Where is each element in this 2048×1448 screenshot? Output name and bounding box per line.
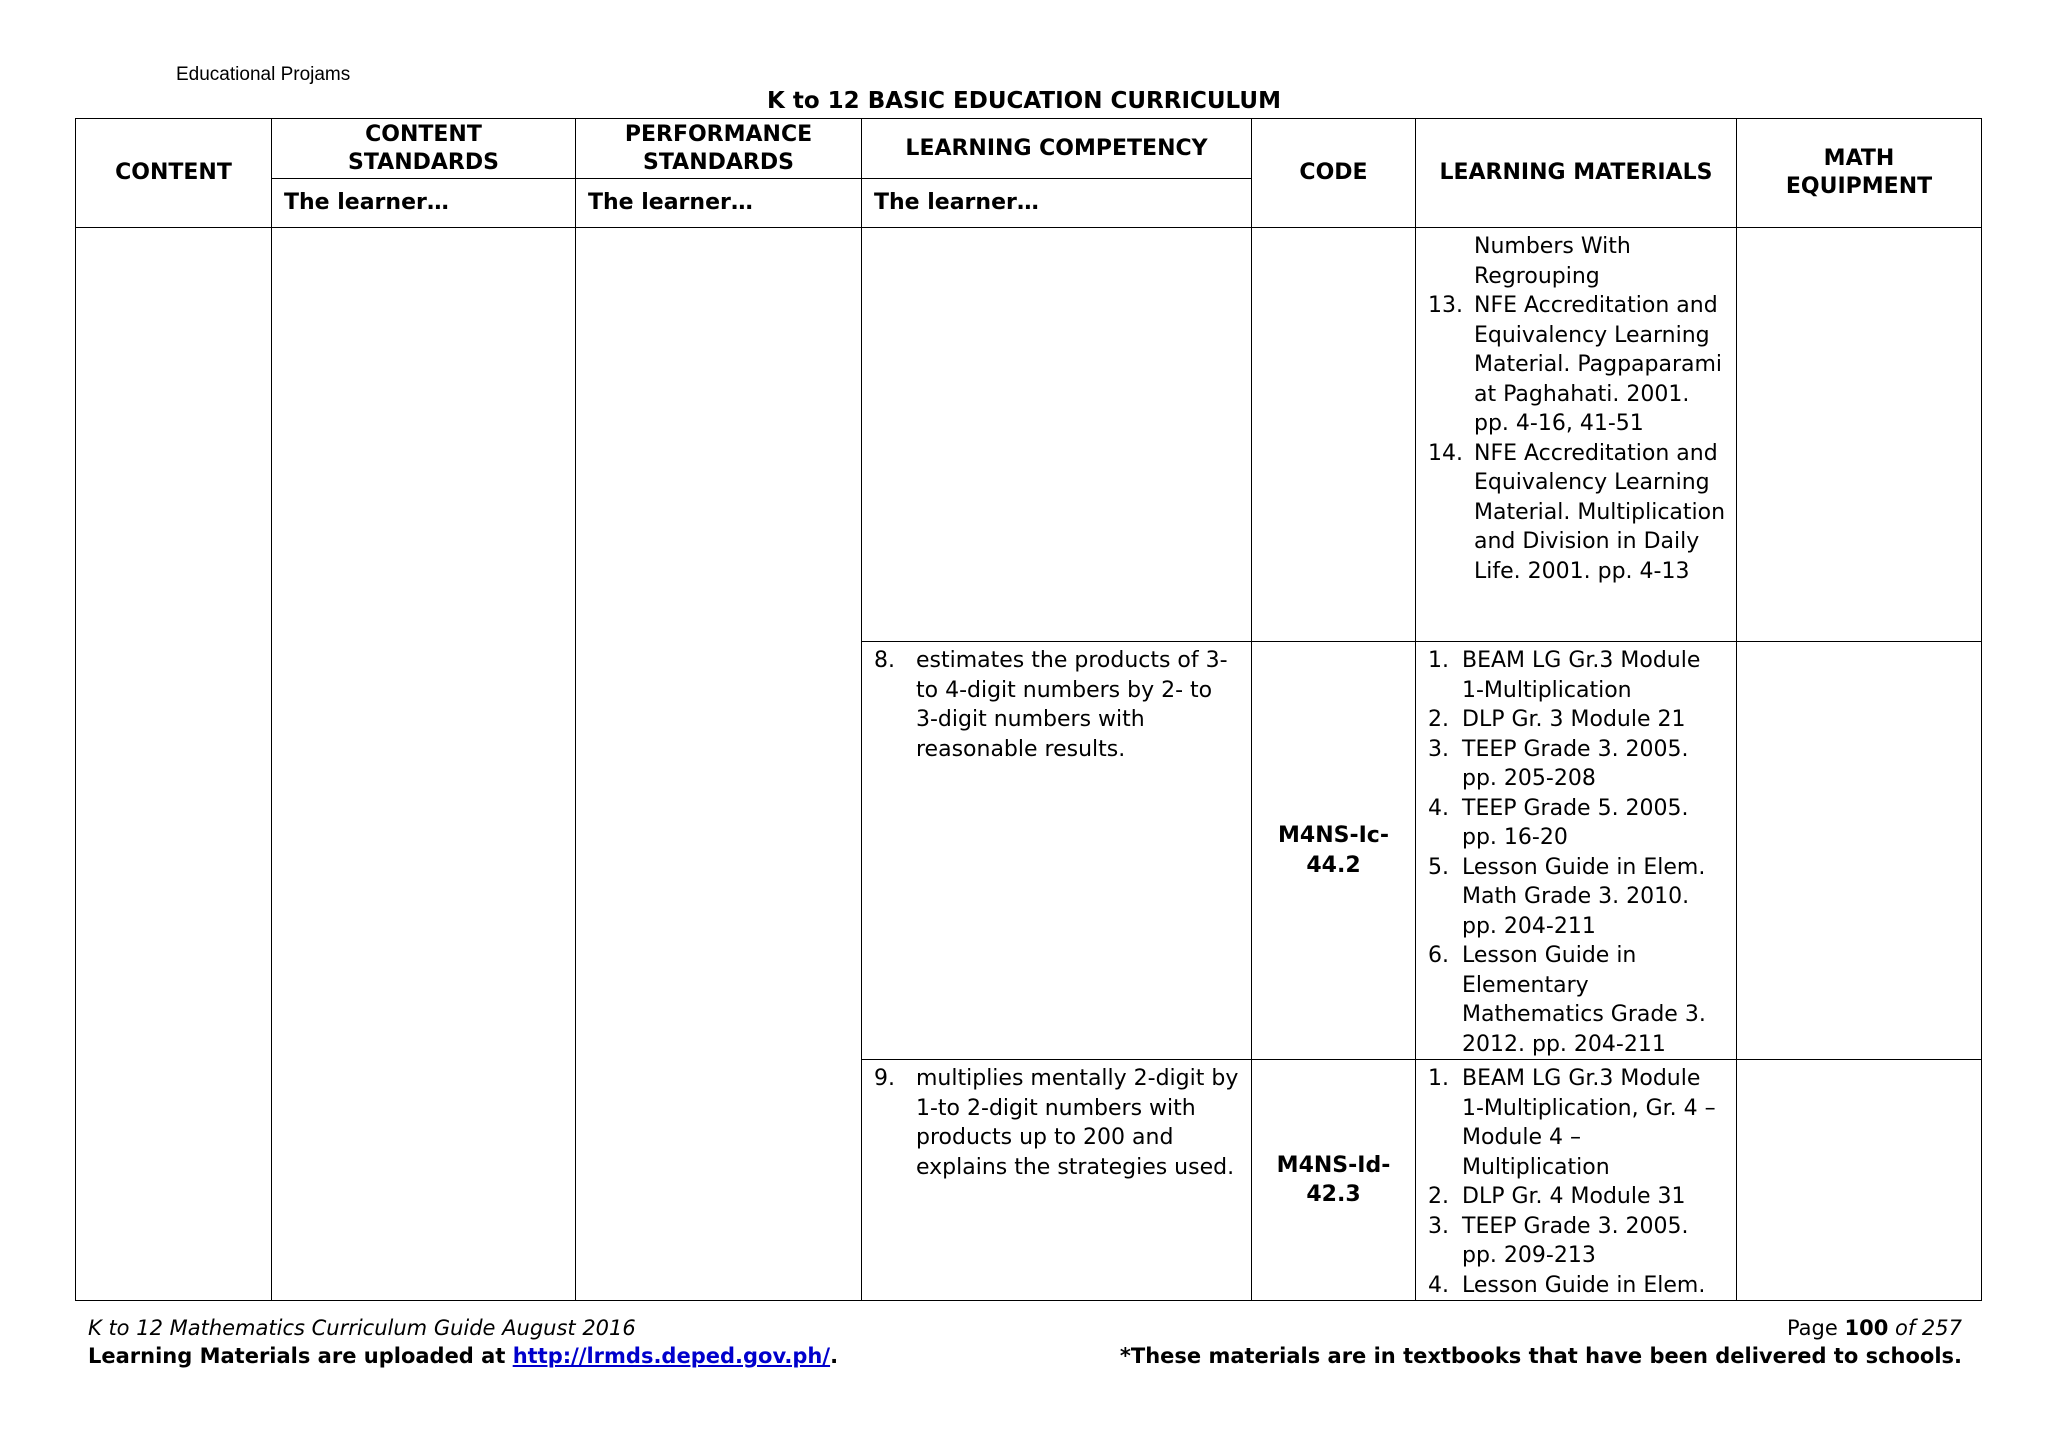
list-item: 2. DLP Gr. 4 Module 31 bbox=[1428, 1184, 1686, 1209]
competency-cell bbox=[862, 642, 1252, 1060]
list-item: 3. TEEP Grade 3. 2005. pp. 205-208 bbox=[1428, 736, 1689, 791]
content-standards-cell bbox=[272, 228, 576, 1301]
materials-cell bbox=[1416, 1060, 1737, 1301]
list-item: 1. BEAM LG Gr.3 Module 1-Multiplication bbox=[1428, 648, 1701, 703]
table-row bbox=[76, 228, 1982, 642]
equipment-cell bbox=[1737, 642, 1982, 1060]
list-item: 6. Lesson Guide in Elementary Mathematics Grade 3. 2012. pp. 204-211 bbox=[1428, 943, 1706, 1057]
list-item: 8. estimates the products of 3- to 4-digit numbers by 2- to 3-digit numbers with reasonable results. bbox=[874, 648, 1228, 762]
page-number: Page 100 of 257 bbox=[1786, 1316, 1962, 1340]
list-item: 5. Lesson Guide in Elem. Math Grade 3. 2010. pp. 204-211 bbox=[1428, 854, 1706, 939]
list-item: 3. TEEP Grade 3. 2005. pp. 209-213 bbox=[1428, 1213, 1689, 1268]
header-code: CODE bbox=[1252, 119, 1416, 228]
list-item: 13. NFE Accreditation and Equivalency Learning Material. Pagpaparami at Paghahati. 2001. pp. 4-16, 41-51 bbox=[1428, 293, 1723, 436]
learner-label: The learner… bbox=[576, 179, 862, 228]
delivery-note: *These materials are in textbooks that have been delivered to schools. bbox=[1119, 1344, 1962, 1368]
performance-standards-cell bbox=[576, 228, 862, 1301]
competency-cell bbox=[862, 1060, 1252, 1301]
materials-list bbox=[1428, 232, 1726, 586]
materials-cell bbox=[1416, 228, 1737, 642]
header-content-standards: CONTENT STANDARDS bbox=[272, 119, 576, 179]
learner-label: The learner… bbox=[862, 179, 1252, 228]
equipment-cell bbox=[1737, 1060, 1982, 1301]
header-content: CONTENT bbox=[76, 119, 272, 228]
materials-cell bbox=[1416, 642, 1737, 1060]
materials-list bbox=[1428, 1064, 1726, 1300]
list-item: 1. BEAM LG Gr.3 Module 1-Multiplication, Gr. 4 – Module 4 – Multiplication bbox=[1428, 1066, 1716, 1180]
competency-cell bbox=[862, 228, 1252, 642]
document-title: K to 12 BASIC EDUCATION CURRICULUM bbox=[767, 88, 1281, 114]
content-cell bbox=[76, 228, 272, 1301]
code-cell: M4NS-Id-42.3 bbox=[1252, 1060, 1416, 1301]
uploaded-note: Learning Materials are uploaded at http://lrmds.deped.gov.ph/. bbox=[88, 1344, 839, 1368]
list-item: Numbers With Regrouping bbox=[1474, 234, 1631, 289]
header-performance-standards: PERFORMANCE STANDARDS bbox=[576, 119, 862, 179]
header-math-equipment: MATH EQUIPMENT bbox=[1737, 119, 1982, 228]
header-learning-competency: LEARNING COMPETENCY bbox=[862, 119, 1252, 179]
list-item: 4. Lesson Guide in Elem. bbox=[1428, 1272, 1706, 1298]
list-item: 9. multiplies mentally 2-digit by 1-to 2-digit numbers with products up to 200 and explains the strategies used. bbox=[874, 1066, 1239, 1180]
footer-right bbox=[1120, 1314, 1962, 1370]
code-cell: M4NS-Ic-44.2 bbox=[1252, 642, 1416, 1060]
list-item: 14. NFE Accreditation and Equivalency Learning Material. Multiplication and Division in Daily Life. 2001. pp. 4-13 bbox=[1428, 440, 1726, 584]
list-item: 4. TEEP Grade 5. 2005. pp. 16-20 bbox=[1428, 795, 1689, 850]
learner-label: The learner… bbox=[272, 179, 576, 228]
list-item: 2. DLP Gr. 3 Module 21 bbox=[1428, 707, 1686, 732]
curriculum-table bbox=[75, 118, 1982, 1301]
header-learning-materials: LEARNING MATERIALS bbox=[1416, 119, 1737, 228]
lrmds-link[interactable]: http://lrmds.deped.gov.ph/ bbox=[512, 1344, 831, 1368]
equipment-cell bbox=[1737, 228, 1982, 642]
footer-left bbox=[88, 1314, 838, 1370]
header-note: Educational Projams bbox=[176, 64, 351, 85]
guide-title: K to 12 Mathematics Curriculum Guide August 2016 bbox=[88, 1316, 636, 1340]
materials-list bbox=[1428, 646, 1726, 1059]
code-cell bbox=[1252, 228, 1416, 642]
